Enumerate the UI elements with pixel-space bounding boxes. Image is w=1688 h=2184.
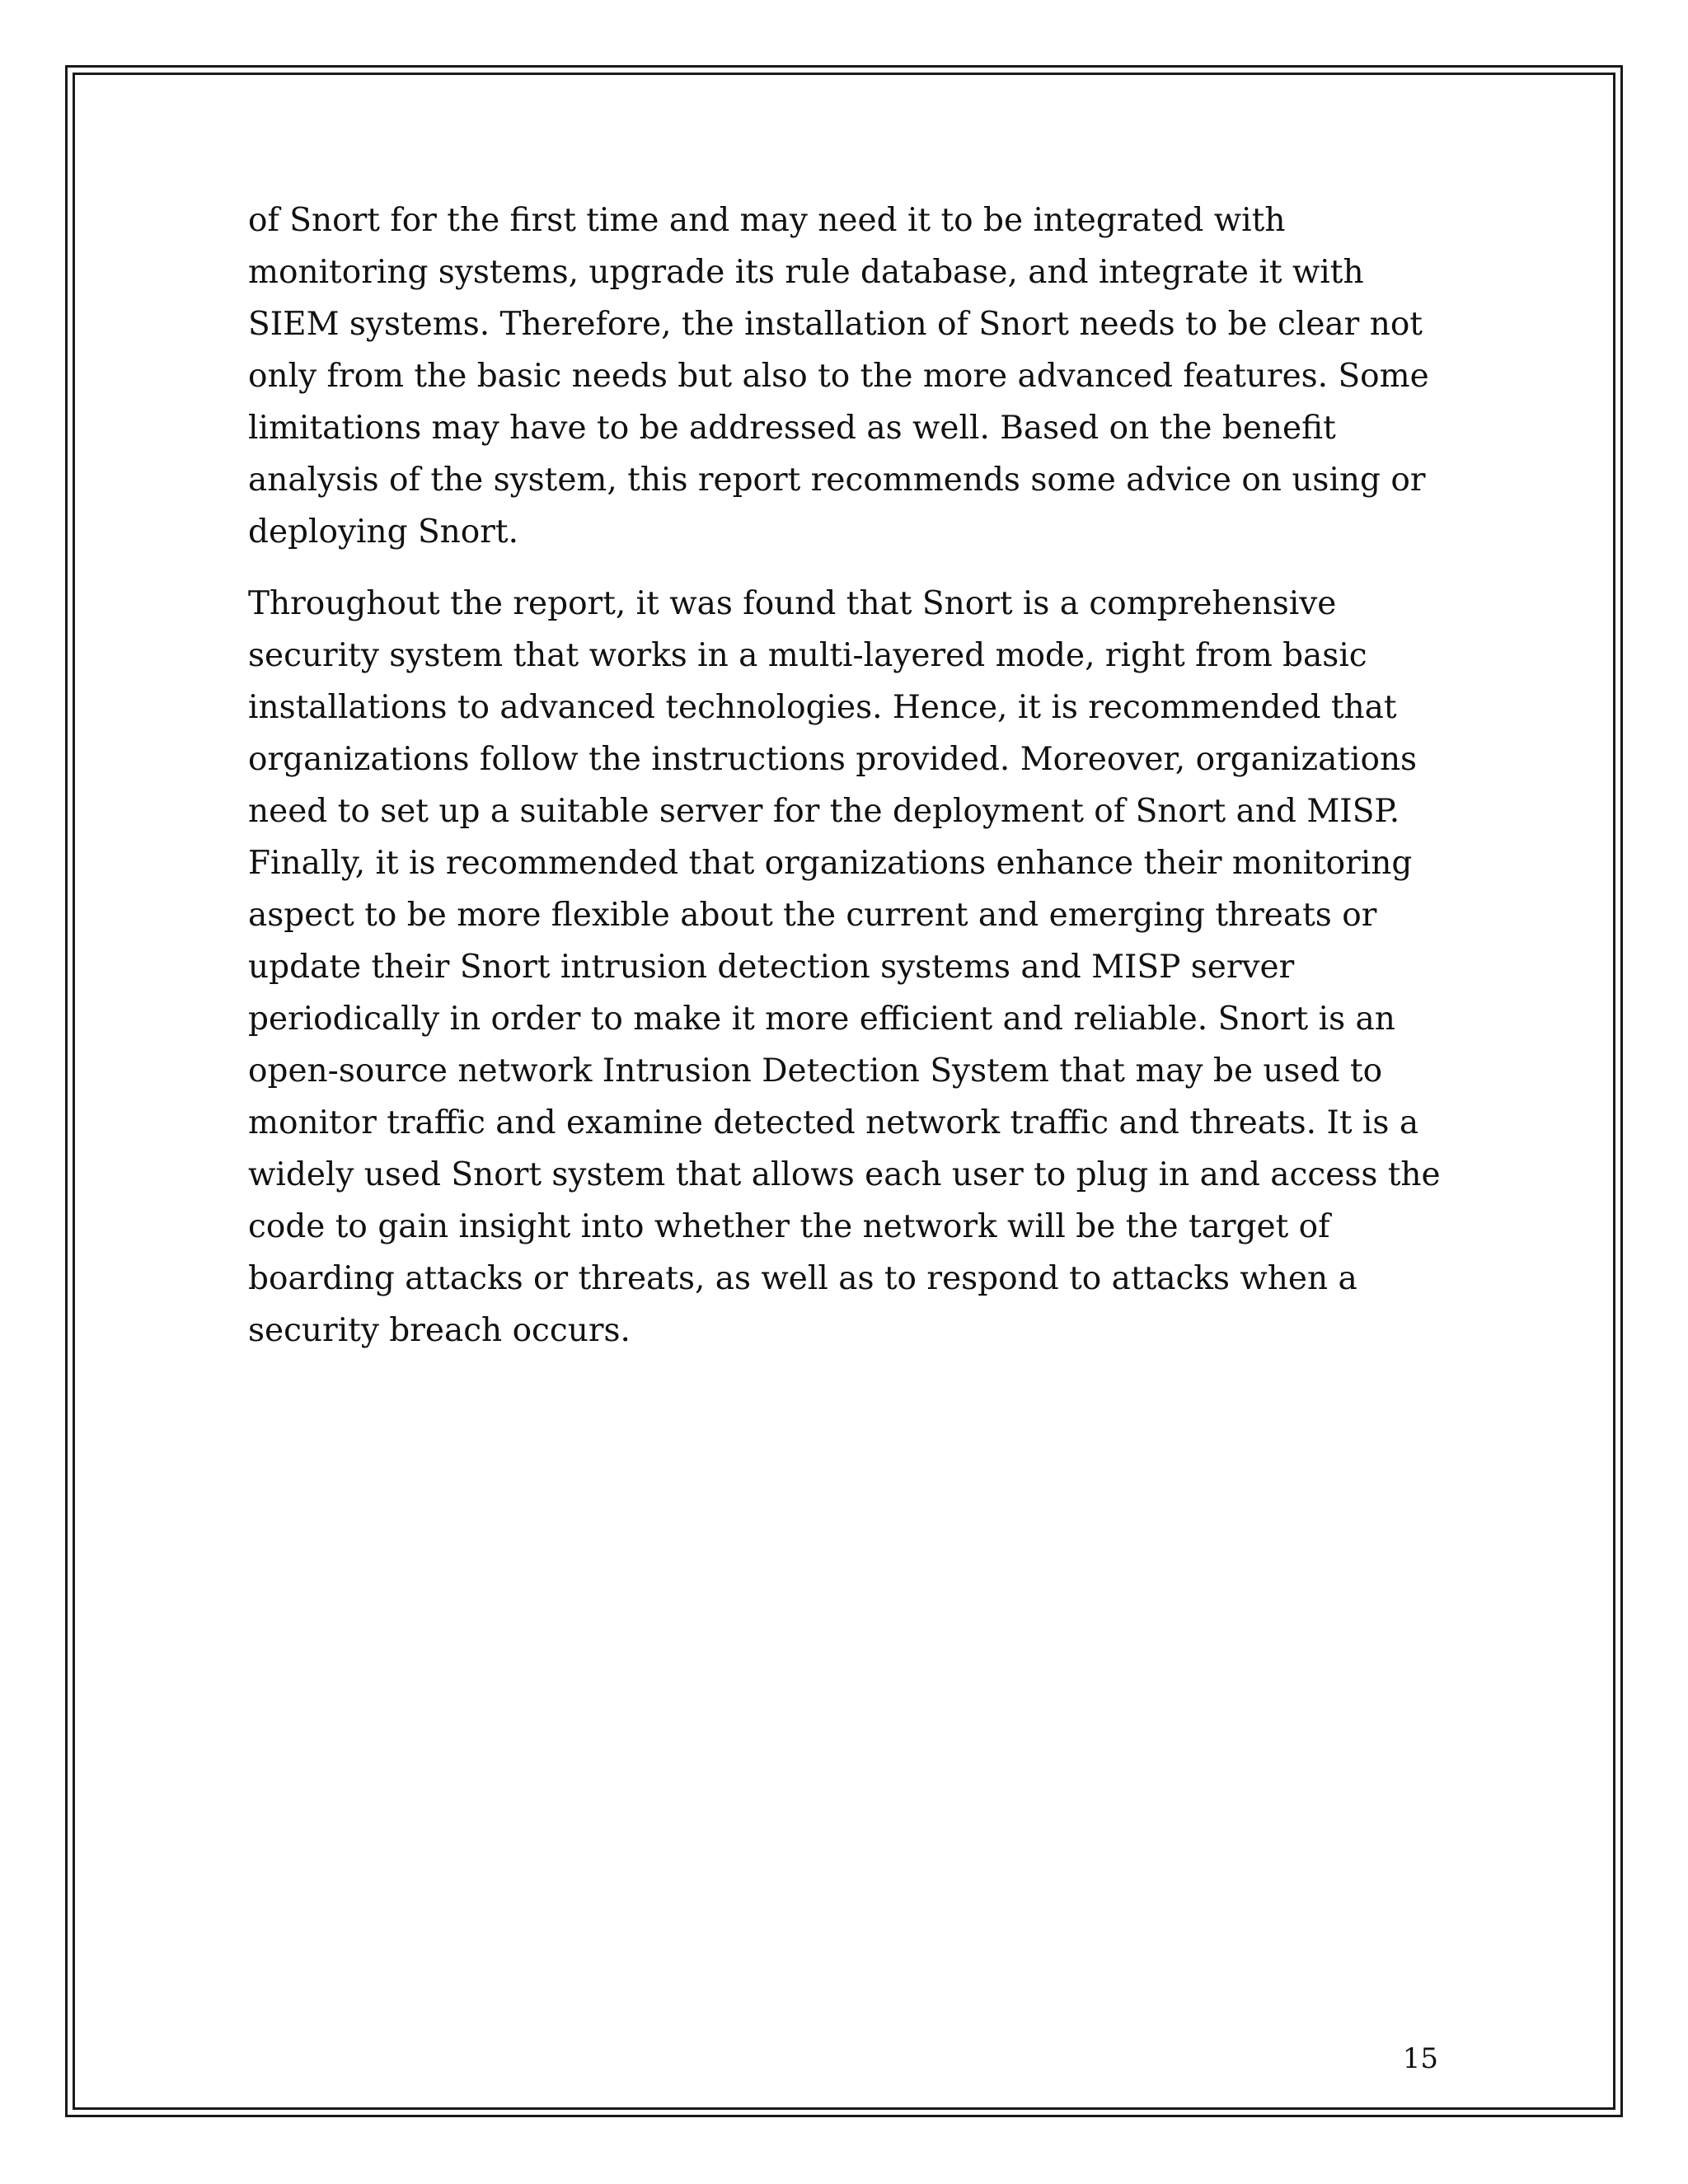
text-line: boarding attacks or threats, as well as to respond to attacks when a — [248, 1260, 1357, 1297]
text-line: installations to advanced technologies. Hence, it is recommended that — [248, 689, 1397, 726]
text-line: security system that works in a multi-layered mode, right from basic — [248, 637, 1367, 674]
text-line: monitoring systems, upgrade its rule database, and integrate it with — [248, 254, 1364, 291]
text-line: open-source network Intrusion Detection System that may be used to — [248, 1052, 1383, 1090]
text-line: need to set up a suitable server for the deployment of Snort and MISP. — [248, 793, 1400, 830]
text-line: code to gain insight into whether the network will be the target of — [248, 1208, 1330, 1245]
text-line: widely used Snort system that allows each user to plug in and access the — [248, 1156, 1441, 1193]
text-line: of Snort for the first time and may need it to be integrated with — [248, 202, 1286, 239]
text-line: limitations may have to be addressed as well. Based on the benefit — [248, 410, 1336, 447]
text-line: aspect to be more flexible about the current and emerging threats or — [248, 897, 1377, 934]
text-line: monitor traffic and examine detected network traffic and threats. It is a — [248, 1104, 1419, 1141]
paragraph-2 — [248, 578, 1451, 1357]
paragraph-1 — [248, 194, 1451, 558]
text-line: security breach occurs. — [248, 1312, 631, 1349]
text-line: deploying Snort. — [248, 513, 518, 551]
text-line: Throughout the report, it was found that Snort is a comprehensive — [248, 585, 1337, 622]
text-line: analysis of the system, this report recommends some advice on using or — [248, 462, 1426, 499]
text-line: only from the basic needs but also to the more advanced features. Some — [248, 358, 1429, 395]
text-line: Finally, it is recommended that organizations enhance their monitoring — [248, 845, 1413, 882]
text-line: update their Snort intrusion detection systems and MISP server — [248, 949, 1295, 986]
page-number: 15 — [1402, 2042, 1438, 2075]
text-line: periodically in order to make it more efficient and reliable. Snort is an — [248, 1001, 1395, 1038]
text-line: organizations follow the instructions provided. Moreover, organizations — [248, 741, 1418, 778]
document-body — [248, 194, 1451, 1357]
text-line: SIEM systems. Therefore, the installation of Snort needs to be clear not — [248, 306, 1423, 343]
